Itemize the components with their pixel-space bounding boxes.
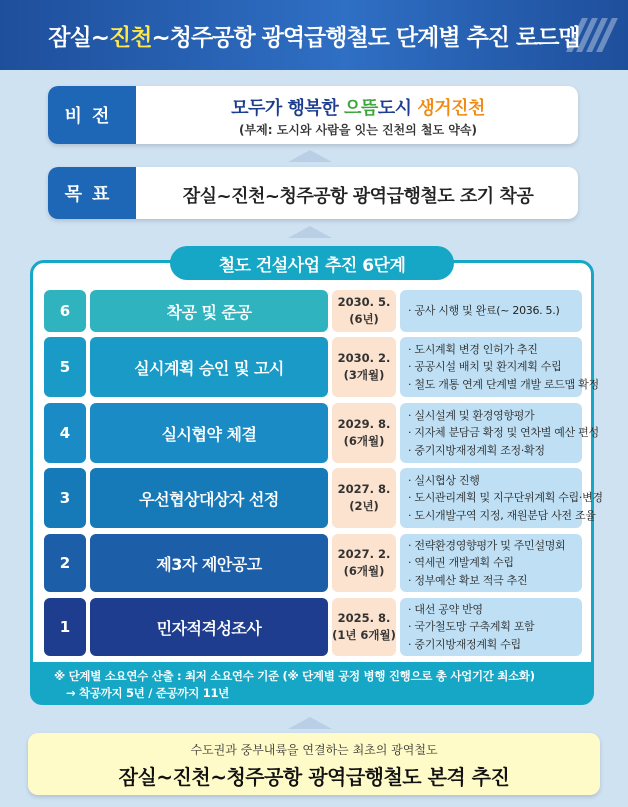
stage-description-item: · 도시관리계획 및 지구단위계획 수립·변경	[408, 491, 603, 505]
page-title: 잠실~진천~청주공항 광역급행철도 단계별 추진 로드맵	[48, 24, 580, 51]
stage-description-item: · 철도 개통 연계 단계별 개발 로드맵 확정	[408, 377, 599, 391]
stage-description-item: · 중기지방재정계획 조정·확정	[408, 443, 545, 457]
stage-description-item: · 공공시설 배치 및 환지계획 수립	[408, 360, 562, 374]
stage-description	[400, 598, 582, 656]
stage-number: 3	[44, 468, 86, 528]
title-highlight: 진천	[109, 24, 152, 51]
stage-description	[400, 403, 599, 463]
stage-description-item: · 지자체 분담금 확정 및 연차별 예산 편성	[408, 426, 599, 440]
stage-description-item: · 도시계획 변경 인허가 추진	[408, 343, 538, 357]
stage-date	[332, 534, 396, 592]
arrow-up-icon	[288, 150, 332, 162]
stage-description-item: · 대선 공약 반영	[408, 603, 483, 617]
stage-date-start: 2027. 2.	[337, 547, 391, 562]
stage-row	[44, 403, 599, 463]
stage-name: 착공 및 준공	[90, 290, 328, 332]
vision-statement: 모두가 행복한 으뜸도시 생거진천	[231, 98, 485, 119]
stage-description	[400, 468, 603, 528]
stage-description-item: · 국가철도망 구축계획 포함	[408, 620, 535, 634]
stage-date	[332, 403, 396, 463]
stage-number: 6	[44, 290, 86, 332]
arrow-up-icon	[288, 717, 332, 729]
stage-name: 민자적격성조사	[90, 598, 328, 656]
stage-name: 실시계획 승인 및 고시	[90, 337, 328, 397]
stage-date-start: 2027. 8.	[337, 482, 391, 497]
stage-number: 4	[44, 403, 86, 463]
stage-duration: (3개월)	[343, 368, 385, 382]
stage-row	[44, 534, 582, 592]
stage-description	[400, 534, 582, 592]
page-header	[0, 0, 628, 70]
conclusion-box	[28, 733, 600, 795]
vision-subtitle: (부제: 도시와 사람을 잇는 진천의 철도 약속)	[239, 123, 477, 137]
footnote-line1: ※ 단계별 소요연수 산출 : 최저 소요연수 기준 (※ 단계별 공정 병행 진행으로 총 사업기간 최소화)	[54, 669, 535, 683]
stage-duration: (6개월)	[343, 564, 385, 578]
stage-number: 1	[44, 598, 86, 656]
stage-date	[332, 468, 396, 528]
stage-date-start: 2030. 5.	[337, 295, 391, 310]
stage-row	[44, 468, 603, 528]
goal-statement: 잠실~진천~청주공항 광역급행철도 조기 착공	[182, 186, 534, 207]
arrow-up-icon	[288, 226, 332, 238]
stage-date	[332, 290, 396, 332]
stage-description-item: · 공사 시행 및 완료(~ 2036. 5.)	[408, 304, 560, 318]
stage-date-start: 2030. 2.	[337, 351, 391, 366]
goal-tag: 목표	[48, 167, 136, 219]
stage-duration: (6년)	[349, 312, 379, 326]
vision-box	[48, 86, 578, 144]
stage-row	[44, 337, 599, 397]
footnote-line2: → 착공까지 5년 / 준공까지 11년	[66, 686, 229, 701]
stage-duration: (2년)	[349, 499, 379, 513]
footnote	[30, 662, 594, 705]
stage-description	[400, 290, 582, 332]
conclusion-statement: 잠실~진천~청주공항 광역급행철도 본격 추진	[118, 765, 510, 789]
stage-description-item: · 역세권 개발계획 수립	[408, 556, 514, 570]
stage-description-item: · 실시협상 진행	[408, 474, 480, 488]
stage-row	[44, 290, 582, 332]
stage-date	[332, 598, 396, 656]
stage-date-start: 2025. 8.	[337, 611, 391, 626]
stage-description-item: · 실시설계 및 환경영향평가	[408, 409, 535, 423]
stage-duration: (1년 6개월)	[332, 628, 396, 642]
stage-date-start: 2029. 8.	[337, 417, 391, 432]
stage-description-item: · 중기지방재정계획 수립	[408, 637, 521, 651]
stage-description	[400, 337, 599, 397]
stage-description-item: · 도시개발구역 지정, 재원분담 사전 조율	[408, 508, 596, 522]
stage-date	[332, 337, 396, 397]
vision-tag: 비전	[48, 86, 136, 144]
stage-name: 제3자 제안공고	[90, 534, 328, 592]
stage-description-item: · 전략환경영향평가 및 주민설명회	[408, 539, 566, 553]
stage-name: 우선협상대상자 선정	[90, 468, 328, 528]
stage-number: 2	[44, 534, 86, 592]
stage-description-item: · 정부예산 확보 적극 추진	[408, 573, 528, 587]
conclusion-subtitle: 수도권과 중부내륙을 연결하는 최초의 광역철도	[190, 743, 438, 757]
stage-name: 실시협약 체결	[90, 403, 328, 463]
stage-row	[44, 598, 582, 656]
stage-duration: (6개월)	[343, 434, 385, 448]
goal-box	[48, 167, 578, 219]
stages-title: 철도 건설사업 추진 6단계	[170, 246, 454, 280]
decorative-stripes-icon	[570, 18, 616, 52]
stage-number: 5	[44, 337, 86, 397]
